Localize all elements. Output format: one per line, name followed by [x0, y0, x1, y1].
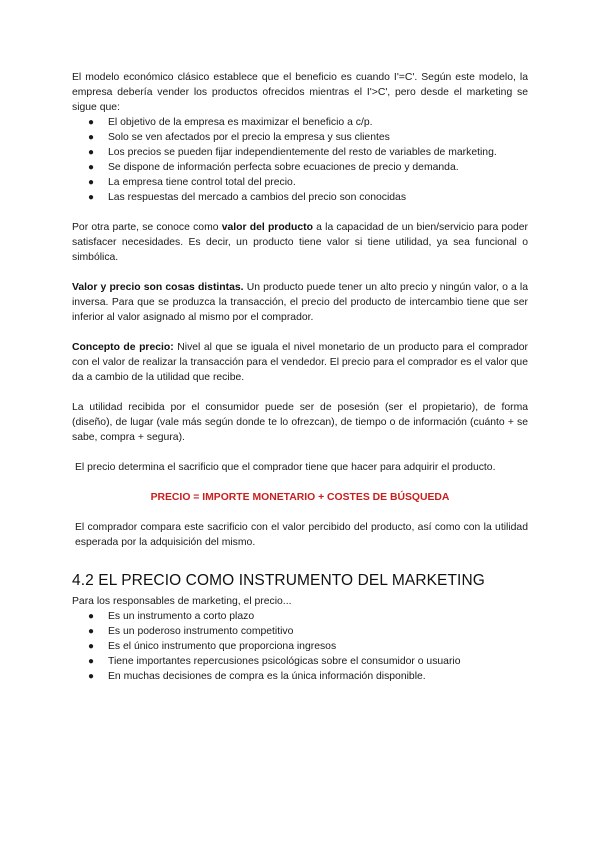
list-item: ● Solo se ven afectados por el precio la empresa y sus clientes: [88, 132, 390, 143]
page-content: [72, 70, 528, 699]
bullet-icon: ●: [88, 626, 95, 637]
valor-producto-term: valor del producto: [221, 222, 313, 233]
bullet-icon: ●: [88, 656, 95, 667]
list-item: ● Es el único instrumento que proporciona ingresos: [88, 641, 337, 652]
intro-paragraph: El modelo económico clásico establece que el beneficio es cuando I'=C'. Según este modelo, la empresa debería vender los productos ofrecidos mientras el I'>C', pero desde el marketing se sigue que:: [72, 72, 528, 113]
list-item: ● Es un poderoso instrumento competitivo: [88, 626, 294, 637]
bullet-icon: ●: [88, 671, 95, 682]
list-item: ● La empresa tiene control total del precio.: [88, 177, 296, 188]
list-item: ● Las respuestas del mercado a cambios del precio son conocidas: [88, 192, 407, 203]
list-item: ● Tiene importantes repercusiones psicológicas sobre el consumidor o usuario: [88, 656, 461, 667]
valor-precio-term: Valor y precio son cosas distintas.: [72, 282, 244, 293]
section-heading: 4.2 EL PRECIO COMO INSTRUMENTO DEL MARKETING: [72, 572, 485, 589]
bullet-icon: ●: [88, 162, 95, 173]
bullet-icon: ●: [88, 641, 95, 652]
valor-precio-paragraph: Valor y precio son cosas distintas. Un producto puede tener un alto precio y ningún valor, o a la inversa. Para que se produzca la transacción, el precio del producto de intercambio tiene que ser inferior al valor asignado al mismo por el comprador.: [72, 282, 528, 323]
list-item: ● Los precios se pueden fijar independientemente del resto de variables de marketing.: [88, 147, 497, 158]
bullet-icon: ●: [88, 611, 95, 622]
concepto-precio-term: Concepto de precio:: [72, 342, 174, 353]
concepto-precio-paragraph: Concepto de precio: Nivel al que se iguala el nivel monetario de un producto para el comprador con el valor de realizar la transacción para el vendedor. El precio para el comprador es el valor que da a cambio de la utilidad que recibe.: [72, 342, 529, 383]
section-lead: Para los responsables de marketing, el precio...: [72, 596, 292, 607]
list-item: ● Se dispone de información perfecta sobre ecuaciones de precio y demanda.: [88, 162, 459, 173]
utilidad-paragraph: La utilidad recibida por el consumidor puede ser de posesión (ser el propietario), de forma (diseño), de lugar (vale más según donde te lo ofrezcan), de tiempo o de información (cuánto + se sabe, compra + segura).: [72, 402, 528, 443]
bullet-icon: ●: [88, 192, 95, 203]
assumptions-list: [72, 115, 528, 205]
compara-paragraph: El comprador compara este sacrificio con el valor percibido del producto, así como con la utilidad esperada por la adquisición del mismo.: [75, 522, 528, 548]
sacrificio-paragraph: El precio determina el sacrificio que el comprador tiene que hacer para adquirir el producto.: [75, 462, 496, 473]
precio-formula: PRECIO = IMPORTE MONETARIO + COSTES DE BÚSQUEDA: [150, 492, 450, 503]
bullet-icon: ●: [88, 147, 95, 158]
list-item: ● El objetivo de la empresa es maximizar el beneficio a c/p.: [88, 117, 373, 128]
valor-producto-paragraph: Por otra parte, se conoce como valor del producto a la capacidad de un bien/servicio para poder satisfacer necesidades. Es decir, un producto tiene valor si tiene utilidad, ya sea funcional o simbólica.: [72, 222, 529, 263]
list-item: ● Es un instrumento a corto plazo: [88, 611, 255, 622]
bullet-icon: ●: [88, 132, 95, 143]
precio-instrument-list: [72, 609, 528, 684]
bullet-icon: ●: [88, 117, 95, 128]
list-item: ● En muchas decisiones de compra es la única información disponible.: [88, 671, 426, 682]
bullet-icon: ●: [88, 177, 95, 188]
